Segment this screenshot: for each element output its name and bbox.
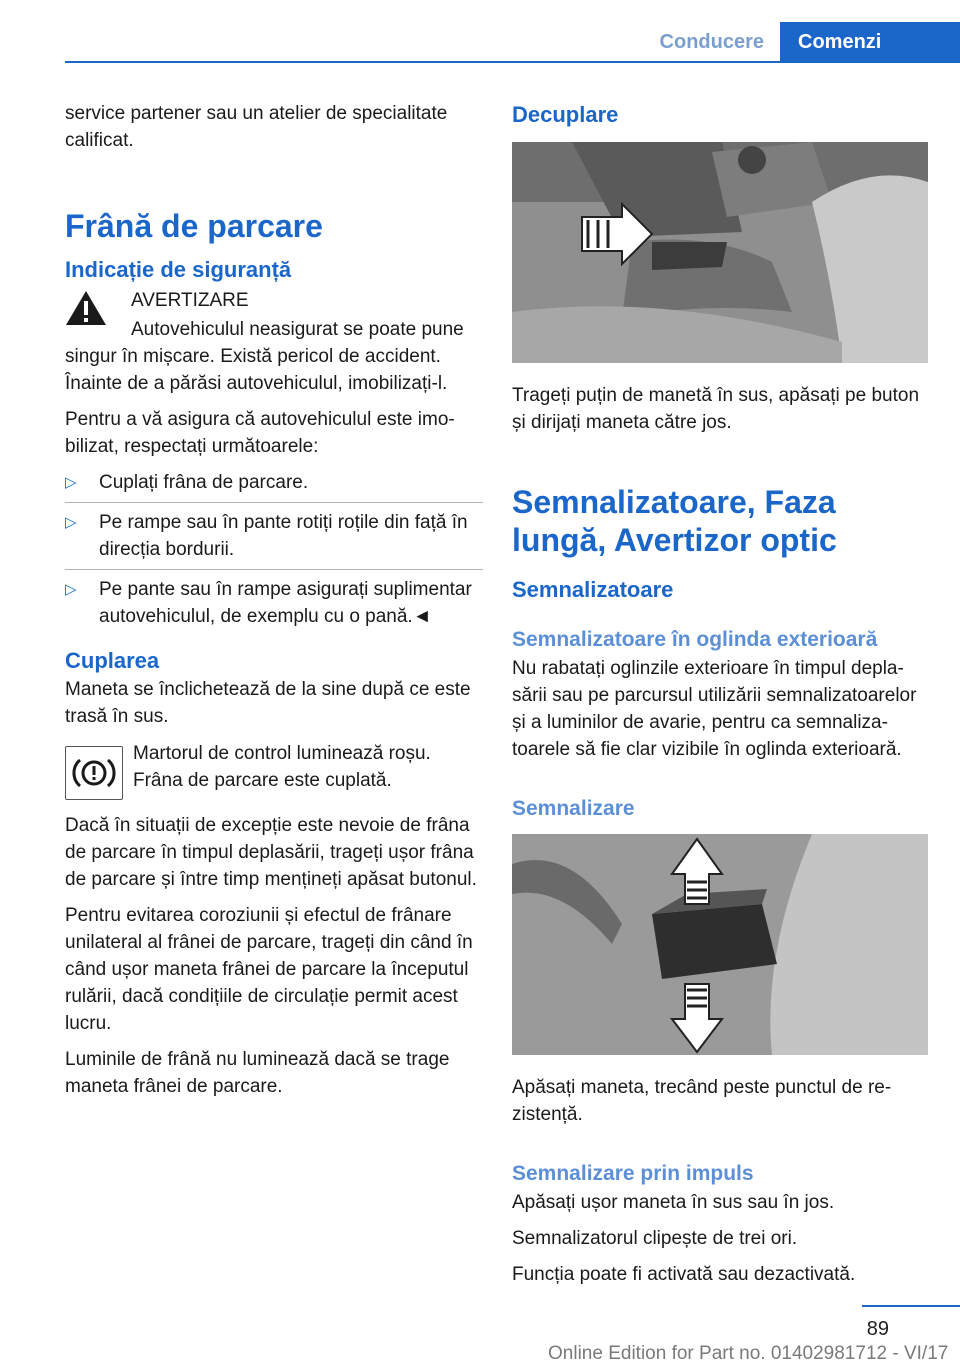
- footer-rule: [862, 1305, 960, 1307]
- corrosion-paragraph: Pentru evitarea coroziunii și efectul de frânare unilateral al frânei de parcare, trageți din când în când ușor maneta frânei de parcare la începutul rulării, dacă condițiile de circulație permit acest lucru.: [65, 905, 473, 1034]
- mirror-paragraph: Nu rabatați oglinzile exterioare în timpul deplasării sau pe parcursul utilizării semnalizatoarelor și a luminilor de avarie, pentru ca semnalizatoarele să fie clar vizibile în oglinda exterioară.: [512, 658, 917, 760]
- right-column: [512, 100, 930, 1297]
- parking-brake-indicator-icon: [65, 746, 123, 800]
- turn-signal-lever-photo: [512, 834, 928, 1055]
- heading-engage: Cuplarea: [65, 648, 160, 673]
- warning-text-line1: Autovehiculul neasigurat se poate pune: [131, 319, 464, 340]
- indicator-row: [65, 740, 483, 800]
- header-rule: [65, 61, 960, 63]
- handbrake-photo: [512, 142, 928, 363]
- tab-comenzi[interactable]: Comenzi: [780, 22, 960, 62]
- list-divider: [65, 502, 483, 503]
- engage-paragraph: Maneta se înclichetează de la sine după ce este trasă în sus.: [65, 679, 471, 727]
- heading-impulse-signaling: Semnalizare prin impuls: [512, 1162, 754, 1185]
- warning-text-rest: singur în mișcare. Există pericol de accident. Înainte de a părăsi autovehiculul, imobilizați-l.: [65, 346, 448, 394]
- ensure-paragraph: Pentru a vă asigura că autovehiculul este imobilizat, respectați următoarele:: [65, 409, 455, 457]
- section-title-turn-signals: Semnalizatoare, Faza lungă, Avertizor optic: [512, 484, 837, 558]
- heading-safety: Indicație de siguranță: [65, 257, 292, 282]
- signal-paragraph: Apăsați maneta, trecând peste punctul de rezistență.: [512, 1077, 892, 1125]
- heading-release: Decuplare: [512, 102, 619, 127]
- release-paragraph: Trageți puțin de manetă în sus, apăsați pe buton și dirijați maneta către jos.: [512, 385, 920, 433]
- warning-triangle-icon: [65, 290, 107, 326]
- exception-paragraph: Dacă în situații de excepție este nevoie de frâna de parcare în timpul deplasării, trageți ușor frâna de parcare și între timp mențineți apăsat butonul.: [65, 815, 477, 890]
- heading-mirror-signals: Semnalizatoare în oglinda exterioară: [512, 628, 878, 651]
- footer-edition: Online Edition for Part no. 01402981712 - VI/17: [548, 1343, 949, 1364]
- indicator-text: Martorul de control luminează roșu. Frâna de parcare este cuplată.: [133, 743, 431, 791]
- safety-bullet-list: [65, 469, 483, 630]
- list-divider: [65, 569, 483, 570]
- impulse-paragraph-2: Semnalizatorul clipește de trei ori.: [512, 1228, 798, 1249]
- section-title-parking-brake: Frână de parcare: [65, 208, 323, 244]
- header-tabs: [644, 22, 960, 62]
- list-item: ▷ Pe pante sau în rampe asigurați suplimentar autovehiculul, de exemplu cu o pană.◄: [65, 576, 483, 630]
- brake-lights-paragraph: Luminile de frână nu luminează dacă se trage maneta frânei de parcare.: [65, 1049, 450, 1097]
- page-number: 89: [866, 1318, 889, 1340]
- tab-conducere[interactable]: Conducere: [659, 30, 764, 53]
- triangle-bullet-icon: ▷: [65, 474, 77, 491]
- heading-signaling: Semnalizare: [512, 797, 635, 820]
- left-column: [65, 100, 483, 1109]
- warning-label: AVERTIZARE: [131, 290, 249, 311]
- intro-paragraph: service partener sau un atelier de specialitate calificat.: [65, 103, 448, 151]
- list-item: ▷ Pe rampe sau în pante rotiți roțile din față în direcția bordurii.: [65, 509, 483, 563]
- list-item: ▷ Cuplați frâna de parcare.: [65, 469, 483, 496]
- triangle-bullet-icon: ▷: [65, 514, 77, 531]
- impulse-paragraph-3: Funcția poate fi activată sau dezactivată.: [512, 1264, 856, 1285]
- triangle-bullet-icon: ▷: [65, 581, 77, 598]
- impulse-paragraph-1: Apăsați ușor maneta în sus sau în jos.: [512, 1192, 835, 1213]
- heading-turn-signals: Semnalizatoare: [512, 577, 674, 602]
- warning-block: [65, 287, 483, 397]
